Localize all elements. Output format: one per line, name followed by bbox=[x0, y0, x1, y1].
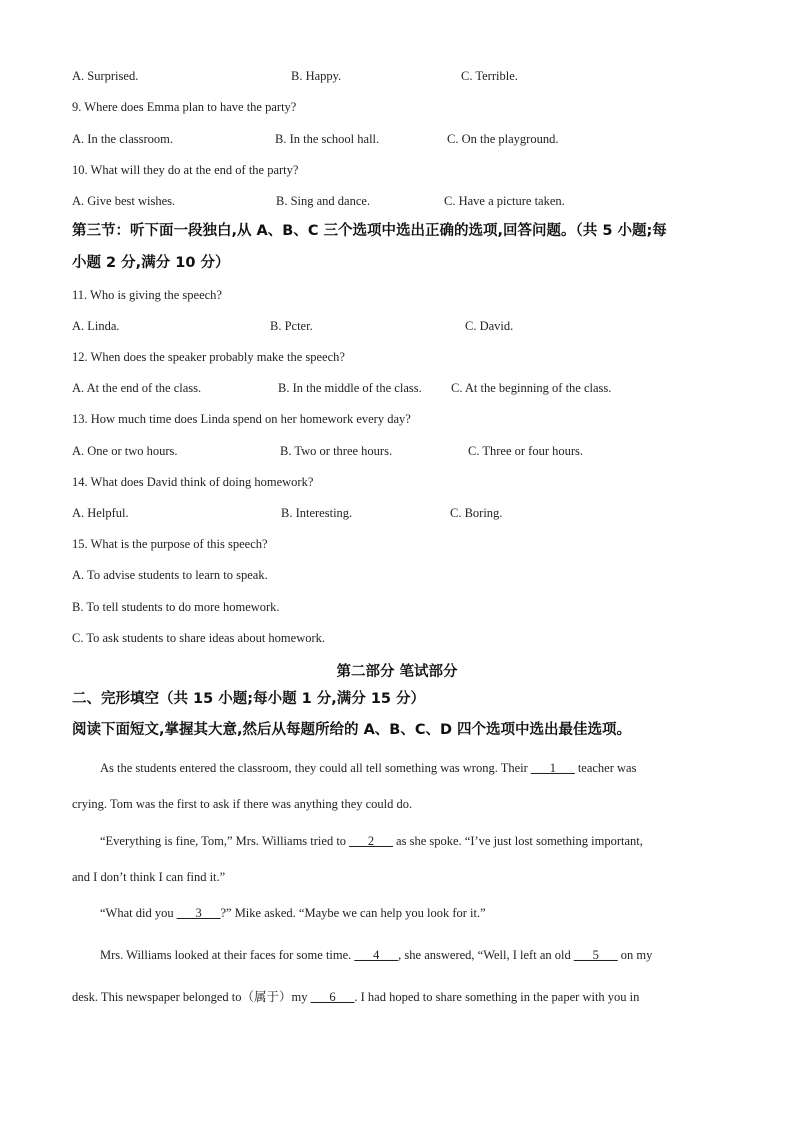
q12-option-b: B. In the middle of the class. bbox=[278, 381, 422, 395]
q14-option-b: B. Interesting. bbox=[281, 506, 353, 520]
q10-option-a: A. Give best wishes. bbox=[72, 194, 176, 208]
cloze-blank-1: ___1___ bbox=[530, 761, 575, 775]
passage-line-5 bbox=[100, 905, 486, 921]
q11-option-a: A. Linda. bbox=[72, 319, 120, 333]
q10-stem: 10. What will they do at the end of the party? bbox=[72, 163, 299, 177]
passage-line-6 bbox=[100, 947, 652, 963]
q8-option-c: C. Terrible. bbox=[461, 69, 518, 83]
q15-option-a: A. To advise students to learn to speak. bbox=[72, 568, 268, 582]
q15-option-b: B. To tell students to do more homework. bbox=[72, 600, 280, 614]
passage-text: desk. This newspaper belonged to（属于）my bbox=[72, 990, 308, 1004]
passage-text: and I don’t think I can find it.” bbox=[72, 870, 226, 884]
section3-heading-line1: 第三节：听下面一段独白,从 A、B、C 三个选项中选出正确的选项,回答问题。（共 5 小题;每 bbox=[72, 223, 667, 239]
q11-stem: 11. Who is giving the speech? bbox=[72, 288, 222, 302]
q14-option-a: A. Helpful. bbox=[72, 506, 129, 520]
q13-option-c: C. Three or four hours. bbox=[468, 444, 584, 458]
passage-line-3 bbox=[100, 833, 643, 849]
cloze-blank-2: ___2___ bbox=[349, 834, 393, 848]
section3-heading-line2: 小题 2 分,满分 10 分） bbox=[72, 255, 230, 271]
cloze-blank-5: ___5___ bbox=[573, 948, 618, 962]
cloze-heading: 二、完形填空（共 15 小题;每小题 1 分,满分 15 分） bbox=[72, 691, 426, 707]
q14-option-c: C. Boring. bbox=[450, 506, 503, 520]
passage-text: “Everything is fine, Tom,” Mrs. Williams tried to bbox=[100, 834, 347, 848]
cloze-instruction: 阅读下面短文,掌握其大意,然后从每题所给的 A、B、C、D 四个选项中选出最佳选项。 bbox=[72, 722, 632, 738]
passage-text: . I had hoped to share something in the paper with you in bbox=[354, 990, 640, 1004]
passage-text: on my bbox=[620, 948, 653, 962]
q12-option-a: A. At the end of the class. bbox=[72, 381, 202, 395]
q9-option-b: B. In the school hall. bbox=[275, 132, 380, 146]
passage-text: , she answered, “Well, I left an old bbox=[398, 948, 571, 962]
passage-line-2 bbox=[72, 796, 412, 812]
part2-title: 第二部分 笔试部分 bbox=[336, 664, 458, 680]
q15-option-c: C. To ask students to share ideas about homework. bbox=[72, 631, 326, 645]
passage-text: crying. Tom was the first to ask if there was anything they could do. bbox=[72, 797, 413, 811]
q10-option-c: C. Have a picture taken. bbox=[444, 194, 565, 208]
q15-stem: 15. What is the purpose of this speech? bbox=[72, 537, 268, 551]
passage-line-1 bbox=[100, 760, 636, 776]
passage-text: as she spoke. “I’ve just lost something important, bbox=[396, 834, 643, 848]
passage-line-7 bbox=[72, 989, 639, 1005]
q13-option-a: A. One or two hours. bbox=[72, 444, 178, 458]
q12-option-c: C. At the beginning of the class. bbox=[451, 381, 612, 395]
passage-text: “What did you bbox=[100, 906, 174, 920]
q13-option-b: B. Two or three hours. bbox=[280, 444, 393, 458]
passage-line-4 bbox=[72, 869, 225, 885]
passage-text: As the students entered the classroom, they could all tell something was wrong. Their bbox=[100, 761, 528, 775]
cloze-blank-6: ___6___ bbox=[310, 990, 355, 1004]
q11-option-b: B. Pcter. bbox=[270, 319, 313, 333]
passage-text: teacher was bbox=[577, 761, 637, 775]
q8-option-a: A. Surprised. bbox=[72, 69, 139, 83]
q11-option-c: C. David. bbox=[465, 319, 514, 333]
cloze-blank-3: ___3___ bbox=[176, 906, 221, 920]
q14-stem: 14. What does David think of doing homework? bbox=[72, 475, 314, 489]
cloze-blank-4: ___4___ bbox=[354, 948, 399, 962]
q10-option-b: B. Sing and dance. bbox=[276, 194, 371, 208]
q13-stem: 13. How much time does Linda spend on her homework every day? bbox=[72, 412, 411, 426]
passage-text: ?” Mike asked. “Maybe we can help you look for it.” bbox=[220, 906, 486, 920]
q9-option-a: A. In the classroom. bbox=[72, 132, 174, 146]
q9-option-c: C. On the playground. bbox=[447, 132, 559, 146]
q12-stem: 12. When does the speaker probably make the speech? bbox=[72, 350, 345, 364]
passage-text: Mrs. Williams looked at their faces for some time. bbox=[100, 948, 352, 962]
q9-stem: 9. Where does Emma plan to have the party? bbox=[72, 100, 297, 114]
q8-option-b: B. Happy. bbox=[291, 69, 342, 83]
